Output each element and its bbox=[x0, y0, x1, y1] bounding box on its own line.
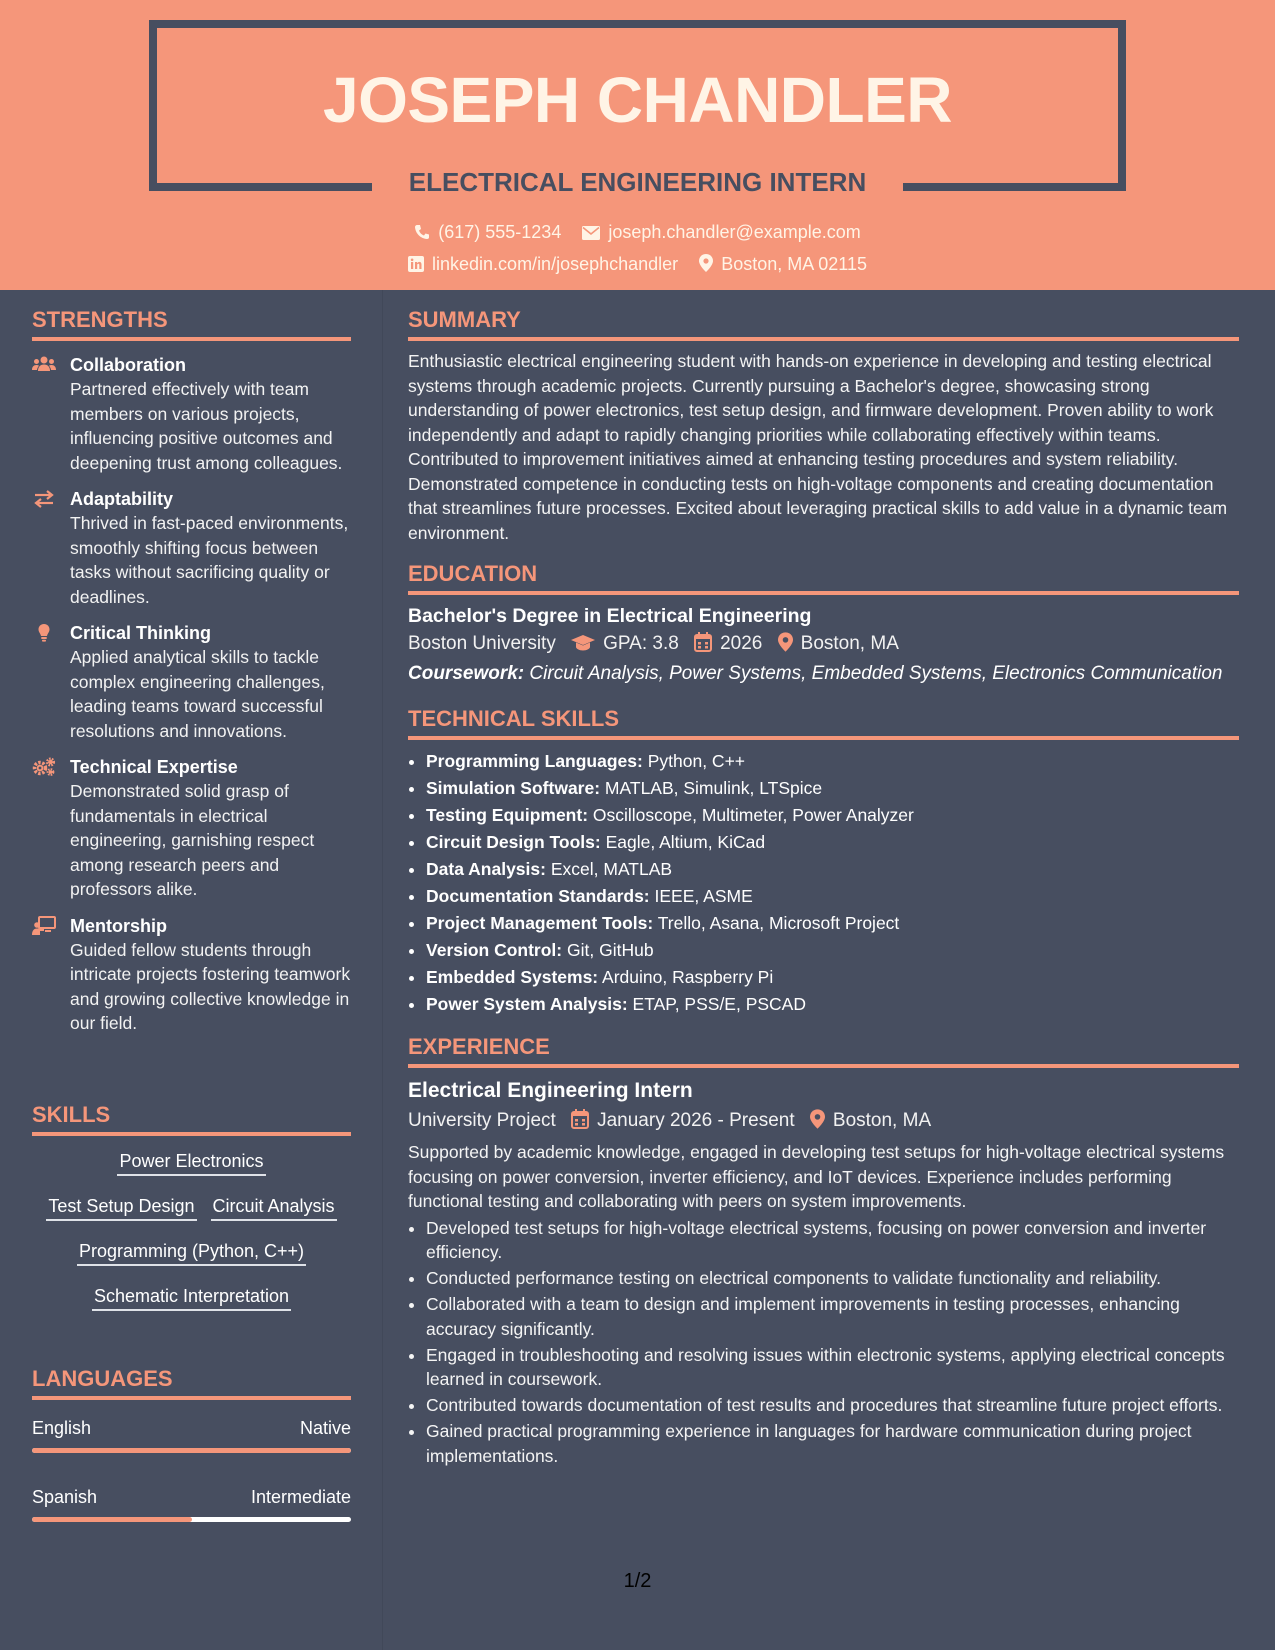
linkedin[interactable] bbox=[408, 252, 678, 276]
strength-item bbox=[32, 914, 351, 1036]
calendar-icon bbox=[694, 632, 712, 652]
location bbox=[699, 252, 867, 276]
experience-role: Electrical Engineering Intern bbox=[408, 1079, 693, 1102]
school-location: Boston, MA bbox=[800, 633, 899, 654]
left-column bbox=[32, 305, 351, 1036]
skill-tag: Programming (Python, C++) bbox=[77, 1240, 306, 1266]
skill-tags bbox=[32, 1150, 351, 1311]
strength-item bbox=[32, 487, 351, 609]
strength-item bbox=[32, 755, 351, 902]
linkedin-text: linkedin.com/in/josephchandler bbox=[432, 254, 679, 274]
strengths-list bbox=[32, 353, 351, 1036]
strength-desc: Demonstrated solid grasp of fundamentals in electrical engineering, garnishing respect among research peers and professors alike. bbox=[70, 781, 315, 899]
contact-row-2 bbox=[0, 252, 1275, 276]
strength-desc: Applied analytical skills to tackle complex engineering challenges, leading teams toward successful resolutions and innovations. bbox=[70, 647, 325, 741]
skill-tag: Test Setup Design bbox=[46, 1195, 196, 1221]
experience-meta bbox=[408, 1106, 1239, 1136]
map-pin-icon bbox=[778, 632, 793, 652]
school-name: Boston University bbox=[408, 633, 556, 654]
list-item bbox=[426, 964, 1239, 991]
phone-icon bbox=[414, 224, 430, 240]
list-item bbox=[426, 829, 1239, 856]
strength-desc: Guided fellow students through intricate projects fostering teamwork and growing collective knowledge in our field. bbox=[70, 939, 351, 1033]
list-item bbox=[426, 937, 1239, 964]
strength-title: Collaboration bbox=[70, 355, 186, 375]
page-number: 1/2 bbox=[623, 1570, 652, 1592]
skill-value: Git, GitHub bbox=[567, 940, 654, 960]
skill-value: MATLAB, Simulink, LTSpice bbox=[604, 778, 823, 798]
skill-label: Documentation Standards: bbox=[426, 886, 650, 906]
experience-section bbox=[408, 1032, 1239, 1468]
skill-value: Python, C++ bbox=[647, 751, 746, 771]
language-level: Native bbox=[299, 1418, 351, 1438]
skill-value: Eagle, Altium, KiCad bbox=[605, 832, 766, 852]
job-title: ELECTRICAL ENGINEERING INTERN bbox=[408, 167, 867, 197]
email-text: joseph.chandler@example.com bbox=[608, 222, 861, 242]
skills-section bbox=[32, 1100, 351, 1330]
skill-label: Circuit Design Tools: bbox=[426, 832, 601, 852]
experience-bullets bbox=[408, 1216, 1239, 1469]
map-pin-icon bbox=[699, 254, 713, 272]
location-text: Boston, MA 02115 bbox=[721, 254, 867, 274]
graduation-year: 2026 bbox=[720, 633, 763, 654]
skill-value: ETAP, PSS/E, PSCAD bbox=[632, 994, 806, 1014]
language-bar-fill bbox=[32, 1448, 351, 1453]
language-item bbox=[32, 1416, 351, 1453]
list-item bbox=[426, 775, 1239, 802]
skill-label: Version Control: bbox=[426, 940, 563, 960]
skill-label: Simulation Software: bbox=[426, 778, 601, 798]
education-heading: EDUCATION bbox=[408, 559, 1239, 595]
languages-section bbox=[32, 1364, 351, 1522]
coursework bbox=[408, 661, 1239, 686]
experience-description: Supported by academic knowledge, engaged in developing test setups for high-voltage electrical systems focusing on power conversion, inverter efficiency, and IoT devices. Experience includes performing functional testing and collaborating with peers on system improvements. bbox=[408, 1142, 1225, 1211]
education-section bbox=[408, 559, 1239, 686]
technical-skills-section bbox=[408, 704, 1239, 1018]
list-item: • Collaborated with a team to design and implement improvements in testing processes, enhancing accuracy significantly. bbox=[426, 1292, 1239, 1341]
experience-dates: January 2026 - Present bbox=[597, 1110, 795, 1131]
gears-icon bbox=[32, 757, 56, 777]
experience-org: University Project bbox=[408, 1110, 556, 1131]
email[interactable] bbox=[582, 220, 860, 244]
strength-item bbox=[32, 353, 351, 475]
phone-text: (617) 555-1234 bbox=[438, 222, 562, 242]
skill-tag: Power Electronics bbox=[117, 1150, 265, 1176]
experience-heading: EXPERIENCE bbox=[408, 1032, 1239, 1068]
strength-item bbox=[32, 621, 351, 743]
language-name: English bbox=[32, 1418, 92, 1438]
skill-value: Excel, MATLAB bbox=[550, 859, 673, 879]
strength-title: Critical Thinking bbox=[70, 623, 212, 643]
envelope-icon bbox=[582, 226, 600, 240]
list-item: • Contributed towards documentation of test results and procedures that streamline future project efforts. bbox=[426, 1393, 1239, 1418]
strength-desc: Thrived in fast-paced environments, smoothly shifting focus between tasks without sacrificing quality or deadlines. bbox=[70, 513, 349, 607]
skill-label: Power System Analysis: bbox=[426, 994, 628, 1014]
strength-title: Technical Expertise bbox=[70, 757, 238, 777]
summary-text: Enthusiastic electrical engineering student with hands-on experience in developing and testing electrical systems through academic projects. Currently pursuing a Bachelor's degree, showcasing strong understanding of power electronics, test setup design, and firmware development. Proven ability to work independently and adapt to rapidly changing priorities while collaborating effectively within teams. Contributed to improvement initiatives aimed at enhancing testing procedures and system reliability. Demonstrated competence in conducting tests on high-voltage components and creating documentation that streamlines future processes. Excited about leveraging practical skills to add value in a dynamic team environment. bbox=[408, 351, 1228, 543]
users-icon bbox=[32, 355, 56, 375]
coursework-list: Circuit Analysis, Power Systems, Embedded Systems, Electronics Communication bbox=[529, 663, 1223, 684]
list-item bbox=[426, 748, 1239, 775]
phone[interactable] bbox=[414, 220, 561, 244]
skill-label: Testing Equipment: bbox=[426, 805, 589, 825]
skills-heading: SKILLS bbox=[32, 1100, 351, 1136]
linkedin-icon bbox=[408, 256, 424, 272]
arrows-exchange-icon bbox=[32, 489, 56, 509]
language-level: Intermediate bbox=[250, 1487, 351, 1507]
technical-skills-heading: TECHNICAL SKILLS bbox=[408, 704, 1239, 740]
languages-heading: LANGUAGES bbox=[32, 1364, 351, 1400]
strengths-heading: STRENGTHS bbox=[32, 305, 351, 341]
map-pin-icon bbox=[810, 1109, 825, 1129]
column-divider bbox=[382, 290, 383, 1650]
list-item: • Gained practical programming experience in languages for hardware communication during project implementations. bbox=[426, 1419, 1239, 1468]
skill-tag: Circuit Analysis bbox=[211, 1195, 337, 1221]
coursework-label: Coursework: bbox=[408, 663, 525, 684]
list-item bbox=[426, 910, 1239, 937]
skill-label: Embedded Systems: bbox=[426, 967, 599, 987]
list-item: • Engaged in troubleshooting and resolving issues within electronic systems, applying electrical concepts learned in coursework. bbox=[426, 1343, 1239, 1392]
list-item bbox=[426, 883, 1239, 910]
education-meta bbox=[408, 629, 1239, 659]
list-item: • Conducted performance testing on electrical components to validate functionality and reliability. bbox=[426, 1266, 1239, 1291]
language-bar-fill bbox=[32, 1517, 192, 1522]
strength-desc: Partnered effectively with team members on various projects, influencing positive outcomes and deepening trust among colleagues. bbox=[70, 379, 343, 473]
right-column bbox=[408, 305, 1239, 1470]
list-item bbox=[426, 856, 1239, 883]
skill-value: Trello, Asana, Microsoft Project bbox=[657, 913, 900, 933]
graduation-cap-icon bbox=[571, 634, 595, 652]
skill-value: Arduino, Raspberry Pi bbox=[602, 967, 774, 987]
lightbulb-icon bbox=[32, 623, 56, 643]
skill-value: IEEE, ASME bbox=[654, 886, 753, 906]
list-item bbox=[426, 802, 1239, 829]
calendar-icon bbox=[571, 1109, 589, 1129]
degree-title: Bachelor's Degree in Electrical Engineering bbox=[408, 605, 812, 627]
strength-title: Mentorship bbox=[70, 915, 167, 936]
skill-label: Programming Languages: bbox=[426, 751, 643, 771]
list-item: • Developed test setups for high-voltage electrical systems, focusing on power conversion and inverter efficiency. bbox=[426, 1216, 1239, 1265]
skill-label: Data Analysis: bbox=[426, 859, 546, 879]
skill-value: Oscilloscope, Multimeter, Power Analyzer bbox=[592, 805, 914, 825]
skill-label: Project Management Tools: bbox=[426, 913, 654, 933]
teacher-icon bbox=[32, 916, 56, 936]
experience-location: Boston, MA bbox=[832, 1110, 932, 1131]
gpa: GPA: 3.8 bbox=[603, 633, 679, 654]
language-bar bbox=[32, 1517, 351, 1522]
summary-heading: SUMMARY bbox=[408, 305, 1239, 341]
candidate-name: JOSEPH CHANDLER bbox=[322, 64, 953, 136]
strength-title: Adaptability bbox=[70, 489, 174, 509]
language-name: Spanish bbox=[32, 1487, 98, 1507]
skill-tag: Schematic Interpretation bbox=[92, 1285, 291, 1311]
language-item bbox=[32, 1485, 351, 1522]
list-item bbox=[426, 991, 1239, 1018]
header bbox=[0, 0, 1275, 290]
technical-skills-list bbox=[408, 748, 1239, 1018]
language-bar bbox=[32, 1448, 351, 1453]
contact-row-1 bbox=[0, 220, 1275, 244]
